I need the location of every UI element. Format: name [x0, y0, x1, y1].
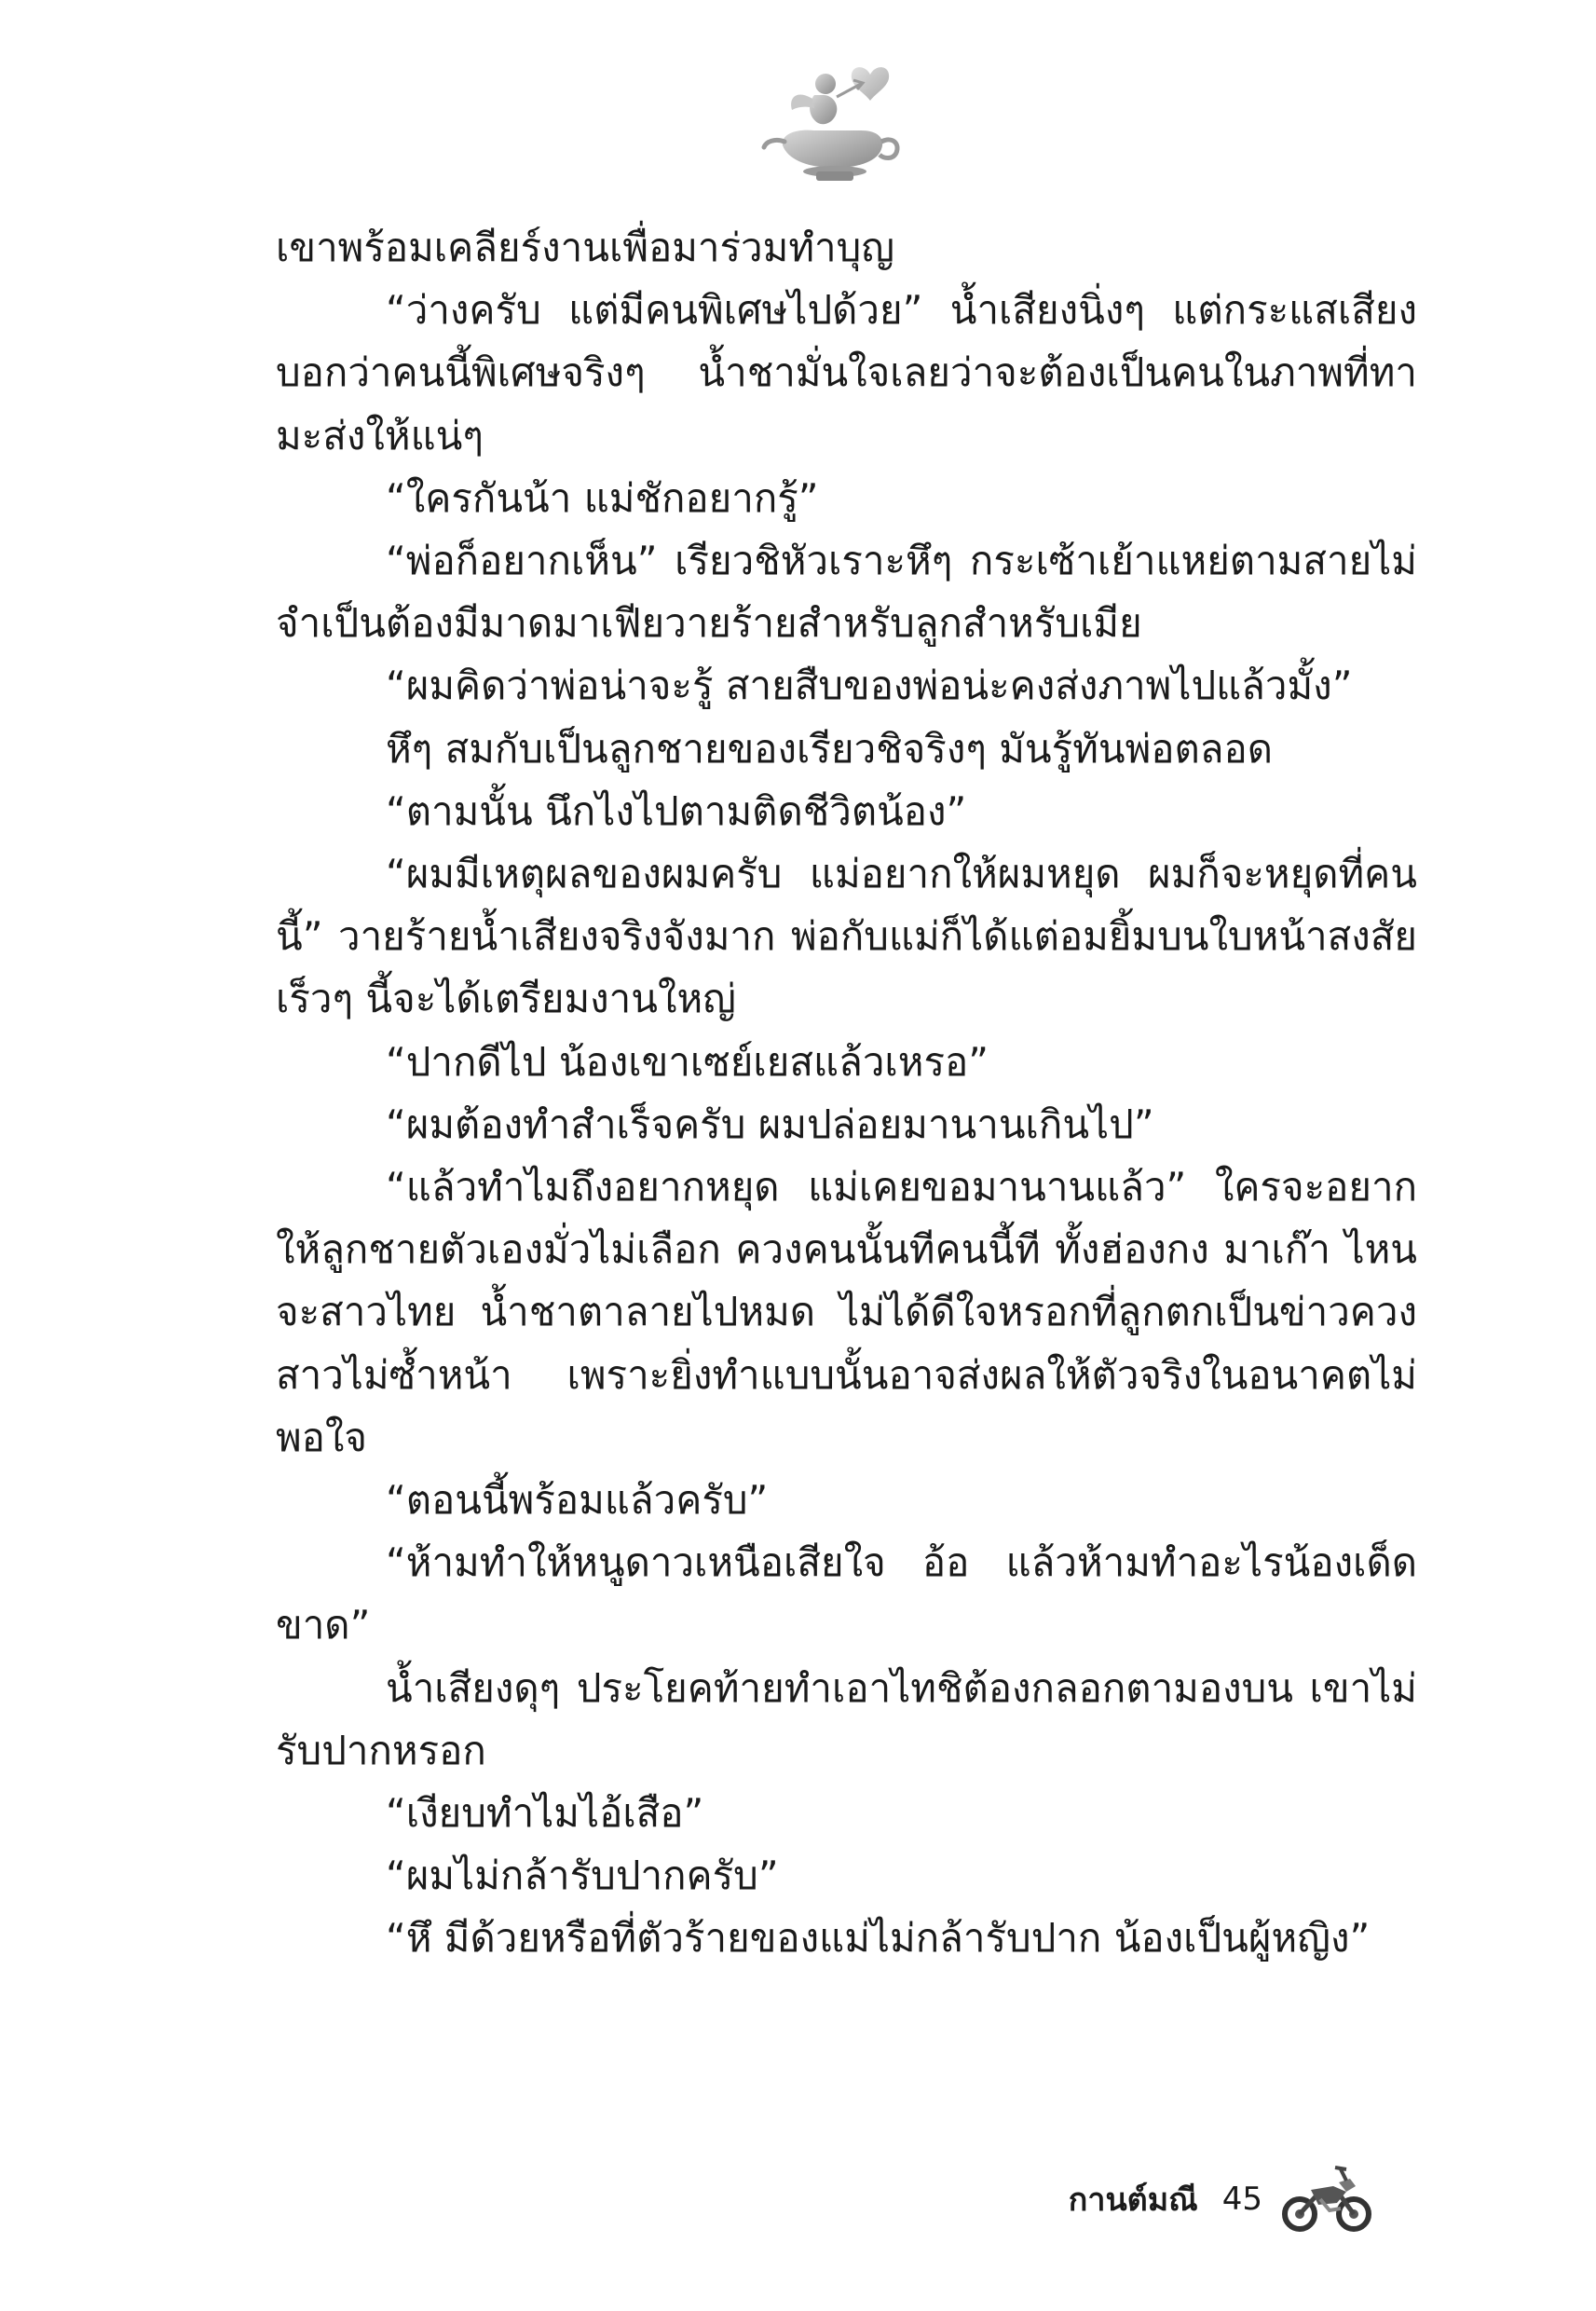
paragraph: “แล้วทำไมถึงอยากหยุด แม่เคยขอมานานแล้ว” ใครจะอยากให้ลูกชายตัวเองมั่วไม่เลือก ควงคนนั้นทีคนนี้ที ทั้งฮ่องกง มาเก๊า ไหนจะสาวไทย น้ำชาตาลายไปหมด ไม่ได้ดีใจหรอกที่ลูกตกเป็นข่าวควงสาวไม่ซ้ำหน้า เพราะยิ่งทำแบบนั้นอาจส่งผลให้ตัวจริงในอนาคตไม่พอใจ — [276, 1164, 1417, 1460]
paragraph: “หึ มีด้วยหรือที่ตัวร้ายของแม่ไม่กล้ารับปาก น้องเป็นผู้หญิง” — [386, 1915, 1371, 1962]
paragraph: หึๆ สมกับเป็นลูกชายของเรียวชิจริงๆ มันรู้ทันพ่อตลอด — [386, 725, 1274, 772]
paragraph: “พ่อก็อยากเห็น” เรียวชิหัวเราะหึๆ กระเซ้าเย้าแหย่ตามสายไม่จำเป็นต้องมีมาดมาเฟียวายร้ายสำหรับลูกสำหรับเมีย — [276, 538, 1417, 647]
motorcycle-icon — [1279, 2162, 1372, 2236]
paragraph: “ผมไม่กล้ารับปากครับ” — [386, 1853, 779, 1899]
page-footer — [1069, 2162, 1372, 2236]
paragraph: “เงียบทำไมไอ้เสือ” — [386, 1790, 704, 1837]
paragraph: “ปากดีไป น้องเขาเซย์เยสแล้วเหรอ” — [386, 1038, 989, 1085]
paragraph: “ใครกันน้า แม่ชักอยากรู้” — [386, 474, 819, 521]
teapot-cupid-ornament-icon — [760, 56, 909, 196]
paragraph: “ผมคิดว่าพ่อน่าจะรู้ สายสืบของพ่อน่ะคงส่งภาพไปแล้วมั้ง” — [386, 663, 1353, 709]
paragraph: “ตามนั้น นึกไงไปตามติดชีวิตน้อง” — [386, 787, 967, 834]
author-name: กานต์มณี — [1068, 2181, 1198, 2219]
paragraph: เขาพร้อมเคลียร์งานเพื่อมาร่วมทำบุญ — [276, 225, 895, 270]
paragraph: “ห้ามทำให้หนูดาวเหนือเสียใจ อ้อ แล้วห้ามทำอะไรน้องเด็ดขาด” — [276, 1539, 1417, 1648]
paragraph: “ผมมีเหตุผลของผมครับ แม่อยากให้ผมหยุด ผมก็จะหยุดที่คนนี้” วายร้ายน้ำเสียงจริงจังมาก พ่อกับแม่ก็ได้แต่อมยิ้มบนใบหน้าสงสัยเร็วๆ นี้จะได้เตรียมงานใหญ่ — [276, 851, 1417, 1022]
paragraph: “ผมต้องทำสำเร็จครับ ผมปล่อยมานานเกินไป” — [386, 1101, 1154, 1147]
paragraph: “ว่างครับ แต่มีคนพิเศษไปด้วย” น้ำเสียงนิ่งๆ แต่กระแสเสียงบอกว่าคนนี้พิเศษจริงๆ น้ำชามั่นใจเลยว่าจะต้องเป็นคนในภาพที่ทามะส่งให้แน่ๆ — [276, 287, 1417, 458]
page-number: 45 — [1221, 2181, 1262, 2218]
body-text — [276, 216, 1417, 1970]
paragraph: น้ำเสียงดุๆ ประโยคท้ายทำเอาไทชิต้องกลอกตามองบน เขาไม่รับปากหรอก — [276, 1664, 1417, 1773]
paragraph: “ตอนนี้พร้อมแล้วครับ” — [386, 1477, 769, 1524]
